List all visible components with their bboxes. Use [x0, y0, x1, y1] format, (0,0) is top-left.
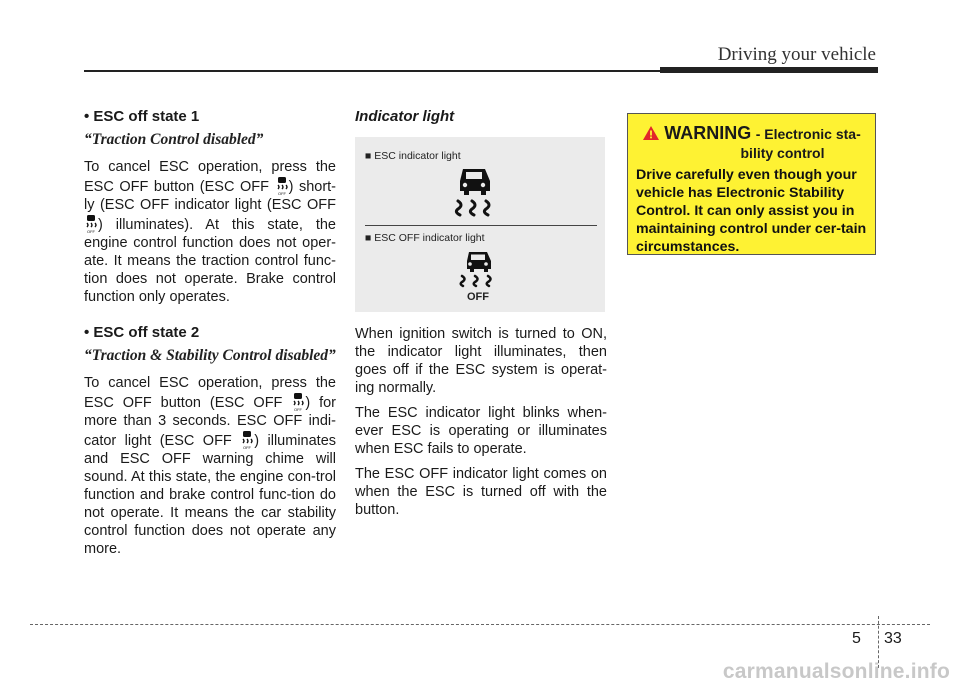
- indicator-paragraph-1: When ignition switch is turned to ON, the indicator light illuminates, then goes off if the ESC system is operat-ing normally.: [355, 326, 607, 396]
- indicator-paragraph-2: The ESC indicator light blinks when-ever ESC is operating or illuminates when ESC fails to operate.: [355, 405, 607, 457]
- svg-text:OFF: OFF: [243, 445, 252, 450]
- header-rule: [84, 70, 660, 72]
- esc-indicator-icon: [450, 165, 500, 217]
- section-title: Driving your vehicle: [717, 44, 876, 65]
- indicator-light-column: [355, 108, 607, 526]
- state2-text-a: To cancel ESC operation, press the ESC OFF button (ESC OFF: [84, 375, 336, 411]
- warning-title: [628, 124, 875, 163]
- esc-off-icon: [84, 214, 98, 234]
- warning-word: WARNING: [664, 123, 752, 143]
- state2-text-b: ) for more than 3 seconds. ESC OFF indi-cator light (ESC OFF: [84, 395, 337, 449]
- warning-text: Drive carefully even though your vehicle has Electronic Stability Control. It can only assist you in maintaining control under cer-tain circumstances.: [636, 167, 867, 255]
- esc-off-states-column: [84, 108, 336, 576]
- state2-text-c: ) illuminates and ESC OFF warning chime will sound. At this state, the engine con-trol function and brake control func-tion do not operate. It means the car stability control function does not operate any more.: [84, 433, 337, 557]
- off-text: OFF: [467, 291, 489, 303]
- esc-indicator-label: ■ ESC indicator light: [365, 150, 461, 162]
- svg-text:OFF: OFF: [294, 407, 303, 412]
- indicator-title: Indicator light: [355, 108, 455, 125]
- state2-heading: • ESC off state 2: [84, 324, 200, 341]
- state1-heading: • ESC off state 1: [84, 108, 200, 125]
- footer-rule: [30, 624, 930, 625]
- state1-text-b: ) short-ly (ESC OFF indicator light (ESC OFF: [84, 179, 337, 213]
- esc-off-icon: [275, 176, 289, 196]
- state1-subtitle: “Traction Control disabled”: [84, 131, 264, 148]
- state2-subtitle: “Traction & Stability Control disabled”: [84, 347, 336, 364]
- page-number: 33: [884, 630, 902, 647]
- state1-text-a: To cancel ESC operation, press the ESC OFF button (ESC OFF: [84, 159, 336, 195]
- warning-box: [627, 113, 876, 255]
- warning-subtitle-2: bility control: [740, 145, 825, 161]
- state2-paragraph: [84, 374, 336, 558]
- svg-text:OFF: OFF: [277, 191, 286, 196]
- esc-off-icon: [291, 392, 305, 412]
- esc-off-indicator-label: ■ ESC OFF indicator light: [365, 232, 485, 244]
- indicator-figure: [355, 137, 605, 312]
- chapter-number: 5: [852, 630, 861, 647]
- state1-paragraph: [84, 158, 336, 306]
- watermark: carmanualsonline.info: [722, 660, 950, 683]
- warning-triangle-icon: [642, 125, 660, 141]
- indicator-divider: [365, 225, 597, 226]
- svg-text:OFF: OFF: [87, 229, 95, 234]
- esc-off-icon: [240, 430, 254, 450]
- indicator-paragraph-3: The ESC OFF indicator light comes on when the ESC is turned off with the button.: [355, 466, 607, 518]
- warning-subtitle-1: - Electronic sta-: [755, 126, 861, 142]
- state1-text-c: ) illuminates). At this state, the engine control function does not oper-ate. It means the traction control func-tion does not operate. Brake control function only operates.: [84, 217, 336, 305]
- header-rule-accent: [660, 67, 878, 73]
